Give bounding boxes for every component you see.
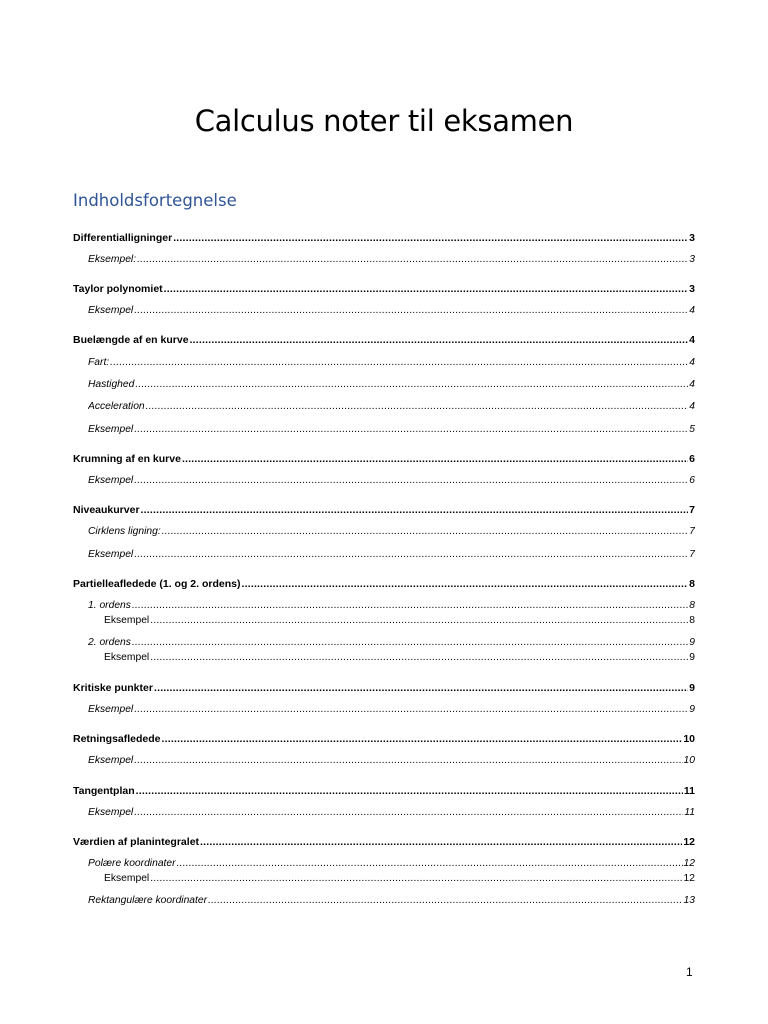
toc-entry-page: 8 (689, 615, 695, 626)
toc-entry-label: Kritiske punkter (73, 682, 153, 694)
toc-entry-page: 13 (683, 895, 695, 906)
toc-entry[interactable] (73, 452, 695, 466)
toc-entry[interactable] (88, 857, 695, 871)
toc-entry[interactable] (88, 599, 695, 613)
toc-entry-label: Eksempel (88, 424, 134, 435)
toc-leader-dots (162, 732, 683, 746)
toc-entry[interactable] (88, 378, 695, 392)
toc-entry[interactable] (88, 894, 695, 908)
toc-entry-label: Tangentplan (73, 785, 135, 797)
toc-entry-label: Eksempel (88, 549, 134, 560)
toc-entry[interactable] (73, 835, 695, 849)
toc-entry-label: Partielleafledede (1. og 2. ordens) (73, 578, 241, 590)
toc-entry-page: 9 (689, 652, 695, 663)
toc-entry-page: 11 (683, 785, 695, 797)
toc-entry-page: 7 (689, 549, 695, 560)
toc-entry-label: Acceleration (88, 401, 145, 412)
toc-entry-label: Krumning af en kurve (73, 453, 181, 465)
toc-leader-dots (177, 857, 683, 871)
toc-entry[interactable] (73, 333, 695, 347)
toc-entry-page: 9 (689, 682, 695, 694)
toc-entry[interactable] (73, 732, 695, 746)
toc-leader-dots (134, 423, 688, 437)
toc-entry[interactable] (88, 525, 695, 539)
toc-entry-page: 5 (689, 424, 695, 435)
toc-entry-page: 3 (689, 232, 695, 244)
toc-entry[interactable] (88, 703, 695, 717)
toc-leader-dots (190, 333, 689, 347)
toc-entry-label: Eksempel (104, 652, 150, 663)
toc-leader-dots (150, 614, 688, 628)
toc-leader-dots (164, 282, 689, 296)
toc-entry[interactable] (88, 474, 695, 488)
toc-entry-page: 12 (683, 858, 695, 869)
toc-entry[interactable] (73, 681, 695, 695)
toc-entry-page: 7 (689, 526, 695, 537)
toc-entry-label: Eksempel (88, 755, 134, 766)
toc-entry[interactable] (88, 400, 695, 414)
toc-entry-page: 4 (689, 357, 695, 368)
toc-leader-dots (162, 525, 689, 539)
toc-entry-page: 3 (689, 283, 695, 295)
toc-entry[interactable] (73, 282, 695, 296)
toc-leader-dots (208, 894, 682, 908)
toc-entry[interactable] (88, 636, 695, 650)
toc-entry-label: Fart: (88, 357, 110, 368)
toc-leader-dots (134, 754, 682, 768)
toc-entry[interactable] (88, 423, 695, 437)
toc-entry[interactable] (88, 304, 695, 318)
toc-entry-label: Eksempel (104, 873, 150, 884)
toc-entry-page: 9 (689, 637, 695, 648)
toc-leader-dots (137, 253, 688, 267)
toc-entry-label: Værdien af planintegralet (73, 836, 200, 848)
toc-entry[interactable] (73, 577, 695, 591)
toc-entry-page: 4 (689, 379, 695, 390)
toc-entry-page: 10 (683, 733, 695, 745)
toc-entry-page: 4 (689, 401, 695, 412)
toc-entry-page: 11 (684, 807, 695, 818)
toc-entry-label: 2. ordens (88, 637, 131, 648)
toc-entry-label: Buelængde af en kurve (73, 334, 189, 346)
page-number: 1 (686, 965, 693, 979)
toc-entry-page: 6 (689, 453, 695, 465)
toc-leader-dots (141, 503, 689, 517)
toc-entry-page: 12 (683, 836, 695, 848)
toc-leader-dots (173, 231, 688, 245)
toc-entry-page: 9 (689, 704, 695, 715)
toc-leader-dots (182, 452, 688, 466)
toc-leader-dots (154, 681, 688, 695)
toc-entry-page: 4 (689, 334, 695, 346)
toc-leader-dots (134, 806, 683, 820)
toc-leader-dots (132, 636, 688, 650)
toc-leader-dots (132, 599, 688, 613)
toc-entry-label: Retningsafledede (73, 733, 161, 745)
toc-entry-page: 7 (689, 504, 695, 516)
toc-entry[interactable] (104, 651, 695, 665)
toc-entry[interactable] (73, 503, 695, 517)
toc-leader-dots (134, 474, 688, 488)
toc-entry-page: 10 (683, 755, 695, 766)
toc-entry-label: Eksempel (88, 305, 134, 316)
toc-entry-label: Eksempel (88, 475, 134, 486)
toc-entry-page: 3 (689, 254, 695, 265)
toc-entry-label: Rektangulære koordinater (88, 895, 208, 906)
toc-entry-page: 6 (689, 475, 695, 486)
toc-entry[interactable] (73, 231, 695, 245)
toc-entry-label: Hastighed (88, 379, 135, 390)
toc-leader-dots (135, 378, 688, 392)
toc-entry-page: 8 (689, 600, 695, 611)
toc-entry-label: Polære koordinater (88, 858, 176, 869)
toc-heading: Indholdsfortegnelse (73, 191, 237, 210)
toc-leader-dots (134, 548, 688, 562)
toc-leader-dots (134, 703, 688, 717)
toc-leader-dots (134, 304, 688, 318)
toc-leader-dots (110, 356, 688, 370)
toc-entry[interactable] (88, 253, 695, 267)
toc-leader-dots (146, 400, 689, 414)
toc-entry[interactable] (88, 806, 695, 820)
toc-entry-label: Eksempel: (88, 254, 137, 265)
document-title: Calculus noter til eksamen (194, 104, 574, 138)
toc-entry-label: Eksempel (88, 807, 134, 818)
toc-leader-dots (136, 784, 683, 798)
toc-leader-dots (150, 872, 682, 886)
toc-entry-label: Differentialligninger (73, 232, 173, 244)
toc-entry-label: Cirklens ligning: (88, 526, 161, 537)
toc-leader-dots (150, 651, 688, 665)
toc-entry-label: Niveaukurver (73, 504, 140, 516)
toc-entry-page: 8 (689, 578, 695, 590)
toc-entry[interactable] (88, 754, 695, 768)
toc-entry-label: Eksempel (104, 615, 150, 626)
toc-entry-label: Eksempel (88, 704, 134, 715)
toc-entry[interactable] (104, 614, 695, 628)
toc-leader-dots (200, 835, 682, 849)
toc-entry-label: Taylor polynomiet (73, 283, 163, 295)
toc-entry[interactable] (88, 548, 695, 562)
toc-entry-page: 4 (689, 305, 695, 316)
toc-entry-label: 1. ordens (88, 600, 131, 611)
toc-entry[interactable] (73, 784, 695, 798)
toc-leader-dots (241, 577, 688, 591)
toc-entry[interactable] (104, 872, 695, 886)
toc-entry[interactable] (88, 356, 695, 370)
toc-entry-page: 12 (683, 873, 695, 884)
